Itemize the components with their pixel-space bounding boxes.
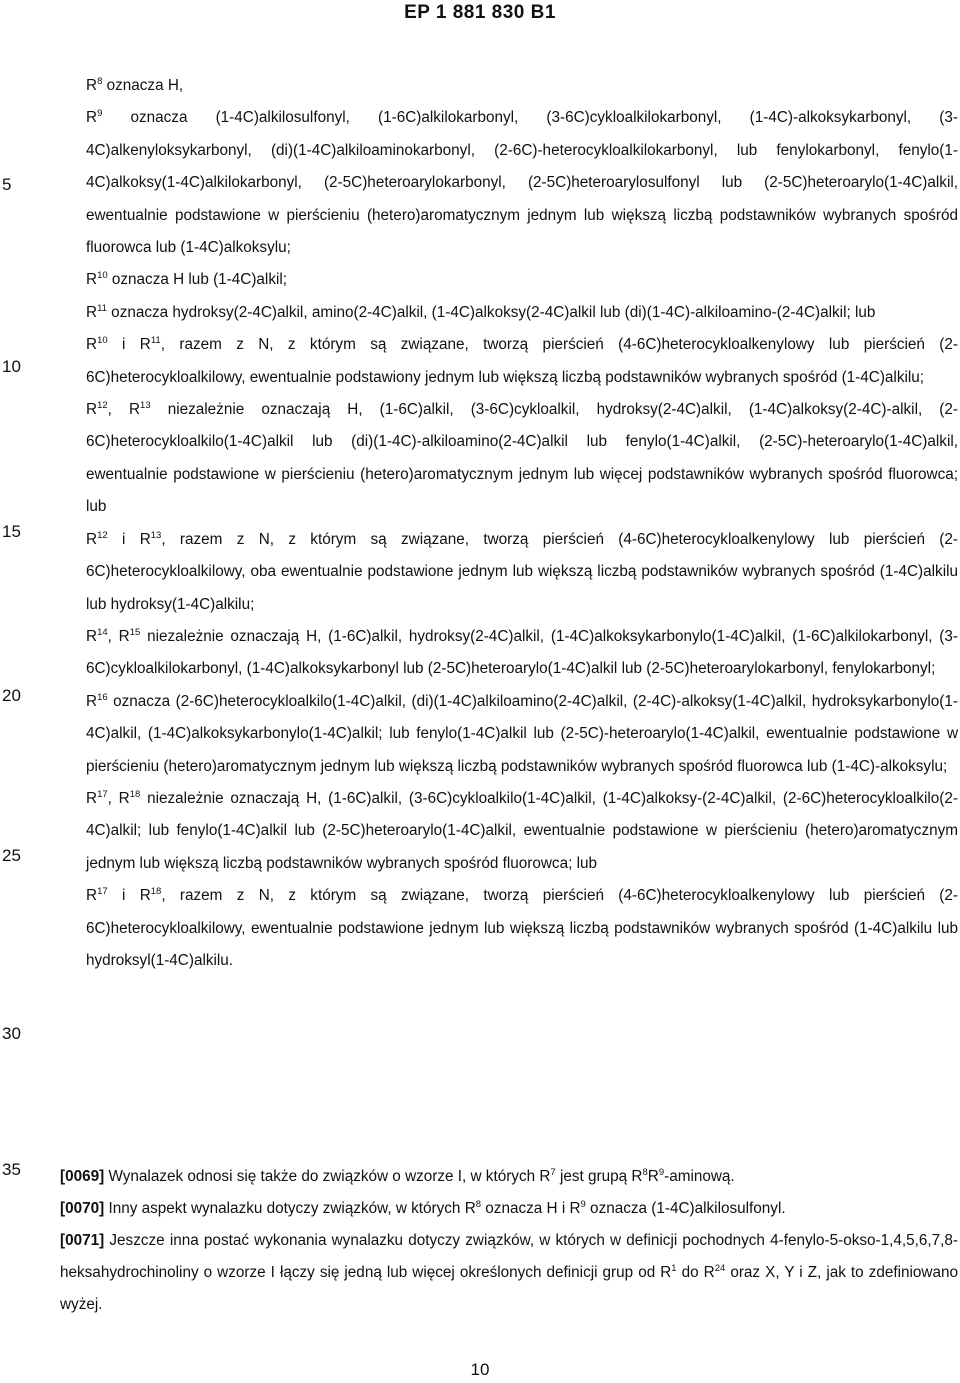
definition-r9: $R^9$ oznacza (1-4C)alkilosulfonyl, (1-6C)alkilokarbonyl, (3-6C)cykloalkilokarbonyl, (1-4C)-alkoksykarbonyl, (3-4C)alkenyloksykarbonyl, (di)(1-4C)alkiloaminokarbonyl, (2-6C)-heterocykloalkilokarbonyl, lub fenylokarbonyl, fenylo(1-4C)alkoksy(1-4C)alkilokarbonyl, (2-5C)heteroarylokarbonyl, (2-5C)heteroarylosulfonyl lub (2-5C)heteroarylo(1-4C)alkil, ewentualnie podstawione w pierścieniu (hetero)aromatycznym jednym lub większą liczbą podstawników wybranych spośród fluorowca lub (1-4C)alkoksylu; (86, 108, 958, 257)
line-number: 35 (2, 1160, 21, 1179)
paragraph-tag: [0071] (60, 1232, 105, 1249)
definition-r17-r18-ring: $R^{17}$ i $R^{18}$, razem z N, z którym są związane, tworzą pierścień (4-6C)heterocykloalkenylowy lub pierścień (2-6C)heterocykloalkilowy, ewentualnie podstawione jednym lub większą liczbą podstawników wybranych spośród (1-4C)alkilu lub hydroksyl(1-4C)alkilu. (86, 886, 958, 969)
definition-r12-r13-ring: $R^{12}$ i $R^{13}$, razem z N, z którym są związane, tworzą pierścień (4-6C)heterocykloalkenylowy lub pierścień (2-6C)heterocykloalkilowy, oba ewentualnie podstawione jednym lub większą liczbą podstawników wybranych spośród (1-4C)alkilu lub hydroksy(1-4C)alkilu; (86, 529, 958, 613)
line-number: 30 (2, 1024, 21, 1043)
paragraph-tag: [0070] (60, 1200, 105, 1217)
paragraph-tag: [0069] (60, 1168, 105, 1185)
substituent-definitions (86, 70, 958, 977)
definition-r10-r11: $R^{10}$ i $R^{11}$, razem z N, z którym są związane, tworzą pierścień (4-6C)heterocykloalkenylowy lub pierścień (2-6C)heterocykloalkilowy, ewentualnie podstawiony jednym lub większą liczbą podstawników wybranych spośród (1-4C)alkilu; (86, 335, 958, 386)
numbered-paragraphs (60, 1161, 958, 1321)
definition-r10: $R^{10}$ oznacza H lub (1-4C)alkil; (86, 270, 288, 289)
paragraph-0069: [0069] Wynalazek odnosi się także do związków o wzorze I, w których $R^7$ jest grupą $R^8R^9$-aminową. (60, 1166, 735, 1185)
definition-r11: $R^{11}$ oznacza hydroksy(2-4C)alkil, amino(2-4C)alkil, (1-4C)alkoksy(2-4C)alkil lub (di)(1-4C)-alkiloamino-(2-4C)alkil; lub (86, 302, 876, 321)
page-number: 10 (470, 1360, 490, 1379)
definition-r16: $R^{16}$ oznacza (2-6C)heterocykloalkilo(1-4C)alkil, (di)(1-4C)alkiloamino(2-4C)alkil, (2-4C)-alkoksy(1-4C)alkil, hydroksykarbonylo(1-4C)alkil, (1-4C)alkoksykarbonylo(1-4C)alkil; lub fenylo(1-4C)alkil lub (2-5C)-heteroarylo(1-4C)alkil, ewentualnie podstawione w pierścieniu (hetero)aromatycznym jednym lub większą liczbą podstawników wybranych spośród fluorowca lub (1-4C)-alkoksylu; (86, 691, 958, 775)
line-number: 15 (2, 522, 21, 541)
line-number: 10 (2, 357, 21, 376)
paragraph-0070: [0070] Inny aspekt wynalazku dotyczy związków, w których $R^8$ oznacza H i $R^9$ oznacza (1-4C)alkilosulfonyl. (60, 1198, 786, 1217)
definition-r12-r13: $R^{12}$, $R^{13}$ niezależnie oznaczają H, (1-6C)alkil, (3-6C)cykloalkil, hydroksy(2-4C)alkil, (1-4C)alkoksy(2-4C)-alkil, (2-6C)heterocykloalkilo(1-4C)alkil lub (di)(1-4C)-alkiloamino(2-4C)alkil lub fenylo(1-4C)alkil, (2-5C)-heteroarylo(1-4C)alkil, ewentualnie podstawione w pierścieniu (hetero)aromatycznym jednym lub więcej podstawników wybranych spośród fluorowca; lub (86, 399, 958, 516)
definition-r17-r18: $R^{17}$, $R^{18}$ niezależnie oznaczają H, (1-6C)alkil, (3-6C)cykloalkilo(1-4C)alkil, (1-4C)alkoksy-(2-4C)alkil, (2-6C)heterocykloalkilo(2-4C)alkil; lub fenylo(1-4C)alkil lub (2-5C)heteroarylo(1-4C)alkil, ewentualnie podstawione w pierścieniu (hetero)aromatycznym jednym lub większą liczbą podstawników wybranych spośród fluorowca; lub (86, 788, 959, 872)
line-number: 25 (2, 846, 21, 865)
line-number: 20 (2, 686, 21, 705)
patent-header: EP 1 881 830 B1 (404, 2, 556, 23)
definition-r14-r15: $R^{14}$, $R^{15}$ niezależnie oznaczają H, (1-6C)alkil, hydroksy(2-4C)alkil, (1-4C)alkoksykarbonylo(1-4C)alkil, (1-6C)alkilokarbonyl, (3-6C)cykloalkilokarbonyl, (1-4C)alkoksykarbonyl lub (2-5C)heteroarylo(1-4C)alkil lub (2-5C)heteroarylokarbonyl, fenylokarbonyl; (86, 626, 959, 678)
line-number: 5 (2, 175, 12, 194)
paragraph-0071: [0071] Jeszcze inna postać wykonania wynalazku dotyczy związków, w których w definicji pochodnych 4-fenylo-5-okso-1,4,5,6,7,8-heksahydrochinoliny o wzorze I łączy się jedną lub więcej określonych definicji grup od $R^1$ do $R^{24}$ oraz X, Y i Z, jak to zdefiniowano wyżej. (60, 1232, 958, 1313)
definition-r8: $R^8$ oznacza H, (86, 75, 184, 94)
